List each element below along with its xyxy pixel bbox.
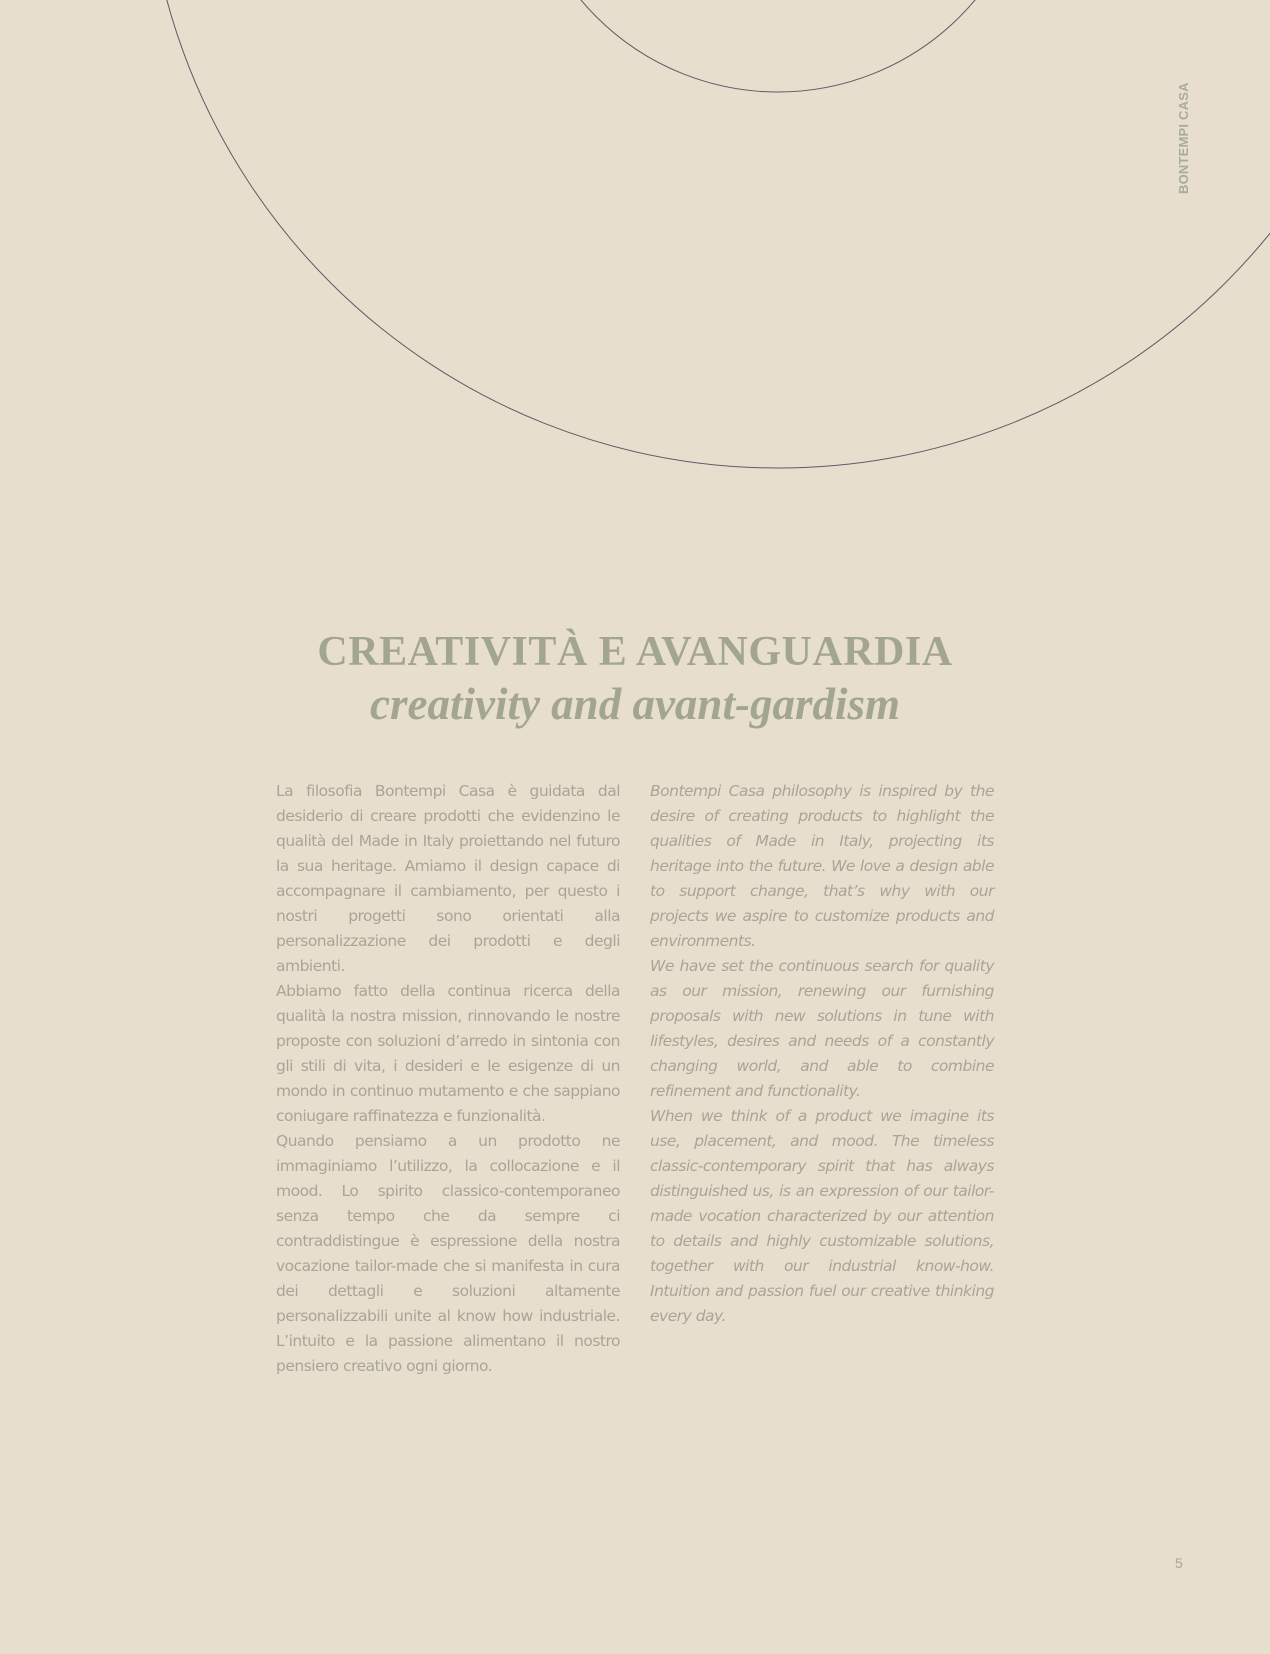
english-paragraph: When we think of a product we imagine its use, placement, and mood. The timeless classic-contemporary spirit that has always distinguished us, is an expression of our tailor-made vocation characterized by our attention to details and highly customizable solutions, together with our industrial know-how. Intuition and passion fuel our creative thinking every day. bbox=[650, 1107, 994, 1325]
heading-block bbox=[0, 628, 1270, 730]
large-circle-outline bbox=[145, 0, 1270, 468]
italian-paragraph: Abbiamo fatto della continua ricerca della qualità la nostra mission, rinnovando le nostre proposte con soluzioni d’arredo in sintonia con gli stili di vita, i desideri e le esigenze di un mondo in continuo mutamento e che sappiano coniugare raffinatezza e funzionalità. bbox=[276, 982, 620, 1125]
page-subtitle: creativity and avant-gardism bbox=[370, 679, 900, 729]
english-paragraph: We have set the continuous search for quality as our mission, renewing our furnishing proposals with new solutions in tune with lifestyles, desires and needs of a constantly changing world, and able to combine refinement and functionality. bbox=[650, 957, 994, 1100]
side-brand-label: BONTEMPI CASA bbox=[1176, 82, 1191, 194]
english-text-column bbox=[650, 779, 994, 1329]
english-paragraph: Bontempi Casa philosophy is inspired by the desire of creating products to highlight the qualities of Made in Italy, projecting its heritage into the future. We love a design able to support change, that’s why with our projects we aspire to customize products and environments. bbox=[650, 782, 994, 950]
italian-paragraph: Quando pensiamo a un prodotto ne immaginiamo l’utilizzo, la collocazione e il mood. Lo spirito classico-contemporaneo senza tempo che da sempre ci contraddistingue è espressione della nostra vocazione tailor-made che si manifesta in cura dei dettagli e soluzioni altamente personalizzabili unite al know how industriale. L’intuito e la passione alimentano il nostro pensiero creativo ogni giorno. bbox=[276, 1132, 620, 1375]
italian-text-column bbox=[276, 779, 620, 1379]
small-circle-outline bbox=[521, 0, 1035, 92]
page-title: CREATIVITÀ E AVANGUARDIA bbox=[317, 629, 953, 675]
page-number: 5 bbox=[1175, 1555, 1183, 1571]
italian-paragraph: La filosofia Bontempi Casa è guidata dal desiderio di creare prodotti che evidenzino le qualità del Made in Italy proiettando nel futuro la sua heritage. Amiamo il design capace di accompagnare il cambiamento, per questo i nostri progetti sono orientati alla personalizzazione dei prodotti e degli ambienti. bbox=[276, 782, 620, 975]
